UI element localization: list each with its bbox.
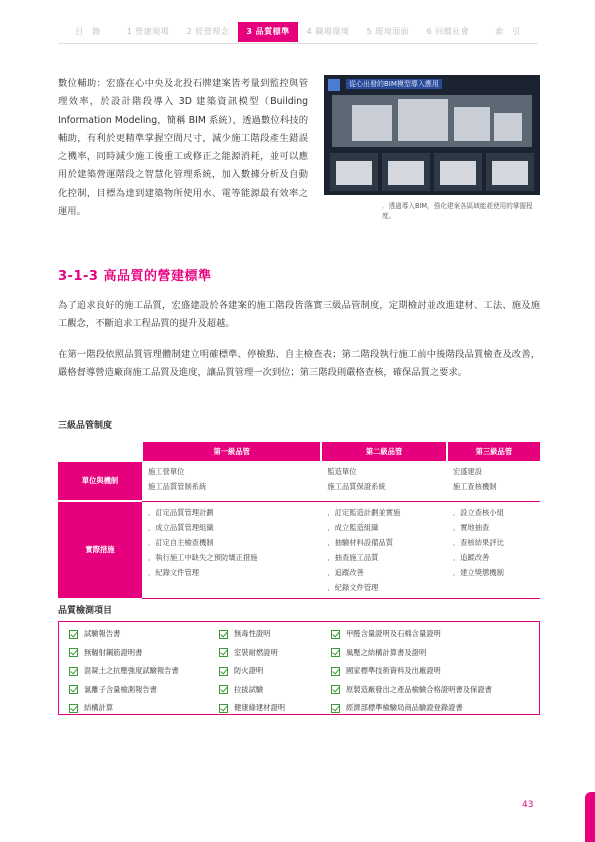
qc-row-label: 單位與機制: [58, 461, 142, 501]
bim-building-model: [332, 95, 532, 147]
check-item-label: 無毒性證明: [234, 629, 271, 639]
check-item: [331, 646, 531, 661]
qc-table-row: [58, 461, 540, 501]
checkbox-checked-icon: [69, 704, 78, 713]
top-nav: [58, 22, 538, 42]
qc-cell-line: 監造單位: [327, 467, 357, 476]
check-item-label: 風壓之結構計算書及證明: [346, 647, 427, 657]
check-item-label: 國家標準技術資料及出廠證明: [346, 666, 441, 676]
check-item-label: 氯離子含量檢測報告書: [84, 684, 157, 694]
nav-tab-contents[interactable]: 目 錄: [75, 27, 101, 36]
qc-cell-line: ．追蹤改善: [327, 567, 364, 577]
qc-table: [58, 442, 540, 599]
check-item-label: 結構計算: [84, 703, 114, 713]
checkbox-checked-icon: [331, 648, 340, 657]
bim-floorplan-views: [330, 153, 534, 191]
check-item-label: 防火證明: [234, 666, 264, 676]
checkbox-checked-icon: [219, 630, 228, 639]
page-edge-tab: [585, 792, 595, 842]
checkbox-checked-icon: [69, 685, 78, 694]
check-item-label: 室裝耐燃證明: [234, 647, 278, 657]
check-item-label: 經濟部標準檢驗局商品驗證登錄證書: [346, 703, 463, 713]
qc-cell-line: ．訂定自主檢查機制: [148, 537, 214, 547]
qc-cell-line: ．抽查施工品質: [327, 552, 379, 562]
section-title: 3-1-3 高品質的營建標準: [58, 269, 212, 284]
checkbox-checked-icon: [219, 704, 228, 713]
qc-table-cell: [142, 501, 321, 598]
qc-cell-line: ．設立查核小組: [452, 507, 504, 517]
check-item: [219, 627, 331, 642]
check-item: [331, 627, 531, 642]
section-paragraph-2: 在第一階段依照品質管理體制建立明確標準、停檢點、自主檢查表；第二階段執行施工前中後階段品質檢查及改善，嚴格督導營造廠商施工品質及進度，讓品質管理一次到位；第三階段則嚴格查核，確保品質之要求。: [58, 349, 540, 378]
photo-caption: ．透過導入BIM，強化建案各區域能耗使用的掌握程度。: [382, 202, 533, 220]
checkbox-checked-icon: [219, 648, 228, 657]
check-item-label: 拉拔試驗: [234, 684, 264, 694]
window-logo-icon: [328, 79, 340, 91]
qc-cell-line: ．查核結果評比: [452, 537, 504, 547]
check-item-label: 健康綠建材證明: [234, 703, 286, 713]
qc-cell-line: 施工品質保證系統: [327, 482, 386, 491]
check-item: [219, 646, 331, 661]
check-item: [69, 683, 219, 698]
check-item: [219, 664, 331, 679]
checkbox-checked-icon: [331, 704, 340, 713]
qc-cell-line: ．成立品質管理組織: [148, 522, 214, 532]
check-item: [69, 627, 219, 642]
qc-cell-line: ．訂定監造計劃並實施: [327, 507, 401, 517]
checkbox-checked-icon: [69, 630, 78, 639]
photo-titlebar: 從心出發的BIM模型導入應用: [346, 79, 442, 89]
check-item: [219, 683, 331, 698]
check-item-label: 混凝土之抗壓強度試驗報告書: [84, 666, 179, 676]
section-paragraph-1: 為了追求良好的施工品質，宏盛建設於各建案的施工階段皆落實三級品管制度，定期檢討並改進建材、工法、施及施工觀念，不斷追求工程品質的提升及超越。: [58, 300, 540, 329]
nav-tab-1[interactable]: 1 營建現場: [126, 27, 170, 36]
nav-tab-3-active[interactable]: 3 品質標準: [238, 22, 298, 42]
checkbox-checked-icon: [69, 667, 78, 676]
qc-table-cell: [321, 461, 446, 501]
check-item: [331, 664, 531, 679]
nav-tab-2[interactable]: 2 經營理念: [186, 27, 230, 36]
qc-cell-line: ．紀錄文件管理: [148, 567, 200, 577]
check-item-label: 原製造廠發出之產品檢驗合格證明書及保證書: [346, 684, 492, 694]
qc-table-cell: [321, 501, 446, 598]
checkbox-checked-icon: [331, 685, 340, 694]
qc-cell-line: ．紀錄文件管理: [327, 582, 379, 592]
page-number: 43: [522, 800, 534, 810]
qc-cell-line: ．實地抽查: [452, 522, 490, 532]
check-item-label: 無輻射鋼筋證明書: [84, 647, 143, 657]
qc-table-cell: [447, 501, 540, 598]
quality-check-list: [58, 621, 540, 715]
check-item: [69, 664, 219, 679]
qc-cell-line: ．抽驗材料設備品質: [327, 537, 394, 547]
qc-header-level-3: 第三級品管: [447, 442, 540, 461]
qc-cell-line: 宏盛建設: [452, 467, 483, 476]
qc-cell-line: ．建立獎懲機制: [452, 567, 504, 577]
qc-cell-line: 施工營單位: [148, 467, 185, 476]
qc-cell-line: ．執行施工中缺失之預防矯正措施: [148, 552, 258, 562]
qc-table-row: [58, 501, 540, 598]
qc-table-title: 三級品管制度: [58, 421, 113, 431]
check-item: [219, 701, 331, 716]
nav-divider: [58, 43, 538, 44]
qc-cell-line: 施工查核機制: [452, 482, 497, 491]
qc-header-level-1: 第一級品管: [142, 442, 321, 461]
qc-cell-line: ．成立監造組織: [327, 522, 379, 532]
checkbox-checked-icon: [331, 630, 340, 639]
check-item-label: 試驗報告書: [84, 629, 121, 639]
check-item: [69, 646, 219, 661]
qc-table-cell: [142, 461, 321, 501]
bim-screenshot-image: [324, 75, 540, 195]
check-item: [331, 701, 531, 716]
qc-header-level-2: 第二級品管: [321, 442, 446, 461]
nav-tab-index[interactable]: 索 引: [495, 27, 521, 36]
qc-cell-line: ．追蹤改善: [452, 552, 490, 562]
intro-paragraph: 數位輔助：宏盛在心中央及北投石牌建案皆考量到監控與管理效率，於設計階段導入 3D 建築資訊模型（Building Information Modeling，簡稱 BIM 系統），透過數位科技的輔助，有利於更精準掌握空間尺寸，減少施工階段產生錯誤之機率，同時減少施工後重工或修正之能源消耗，並可以應用於建築營運階段之智慧化管理系統，加入數據分析及自動化控制，目標為達到建築物所使用水、電等能源最有效率之運用。: [58, 78, 308, 218]
checkbox-checked-icon: [219, 667, 228, 676]
qc-cell-line: 施工品質管制系統: [148, 482, 207, 491]
nav-tab-6[interactable]: 6 回饋社會: [426, 27, 470, 36]
checkbox-checked-icon: [219, 685, 228, 694]
qc-cell-line: ．訂定品質管理計劃: [148, 507, 214, 517]
checklist-title: 品質檢測項目: [58, 606, 113, 616]
check-item-label: 甲醛含量證明及石棉含量證明: [346, 629, 441, 639]
qc-row-label: 實際措施: [58, 501, 142, 598]
nav-tab-4[interactable]: 4 職場環境: [306, 27, 350, 36]
qc-table-cell: [447, 461, 540, 501]
checkbox-checked-icon: [69, 648, 78, 657]
nav-tab-5[interactable]: 5 環境面面: [366, 27, 410, 36]
check-item: [69, 701, 219, 716]
checkbox-checked-icon: [331, 667, 340, 676]
check-item: [331, 683, 531, 698]
